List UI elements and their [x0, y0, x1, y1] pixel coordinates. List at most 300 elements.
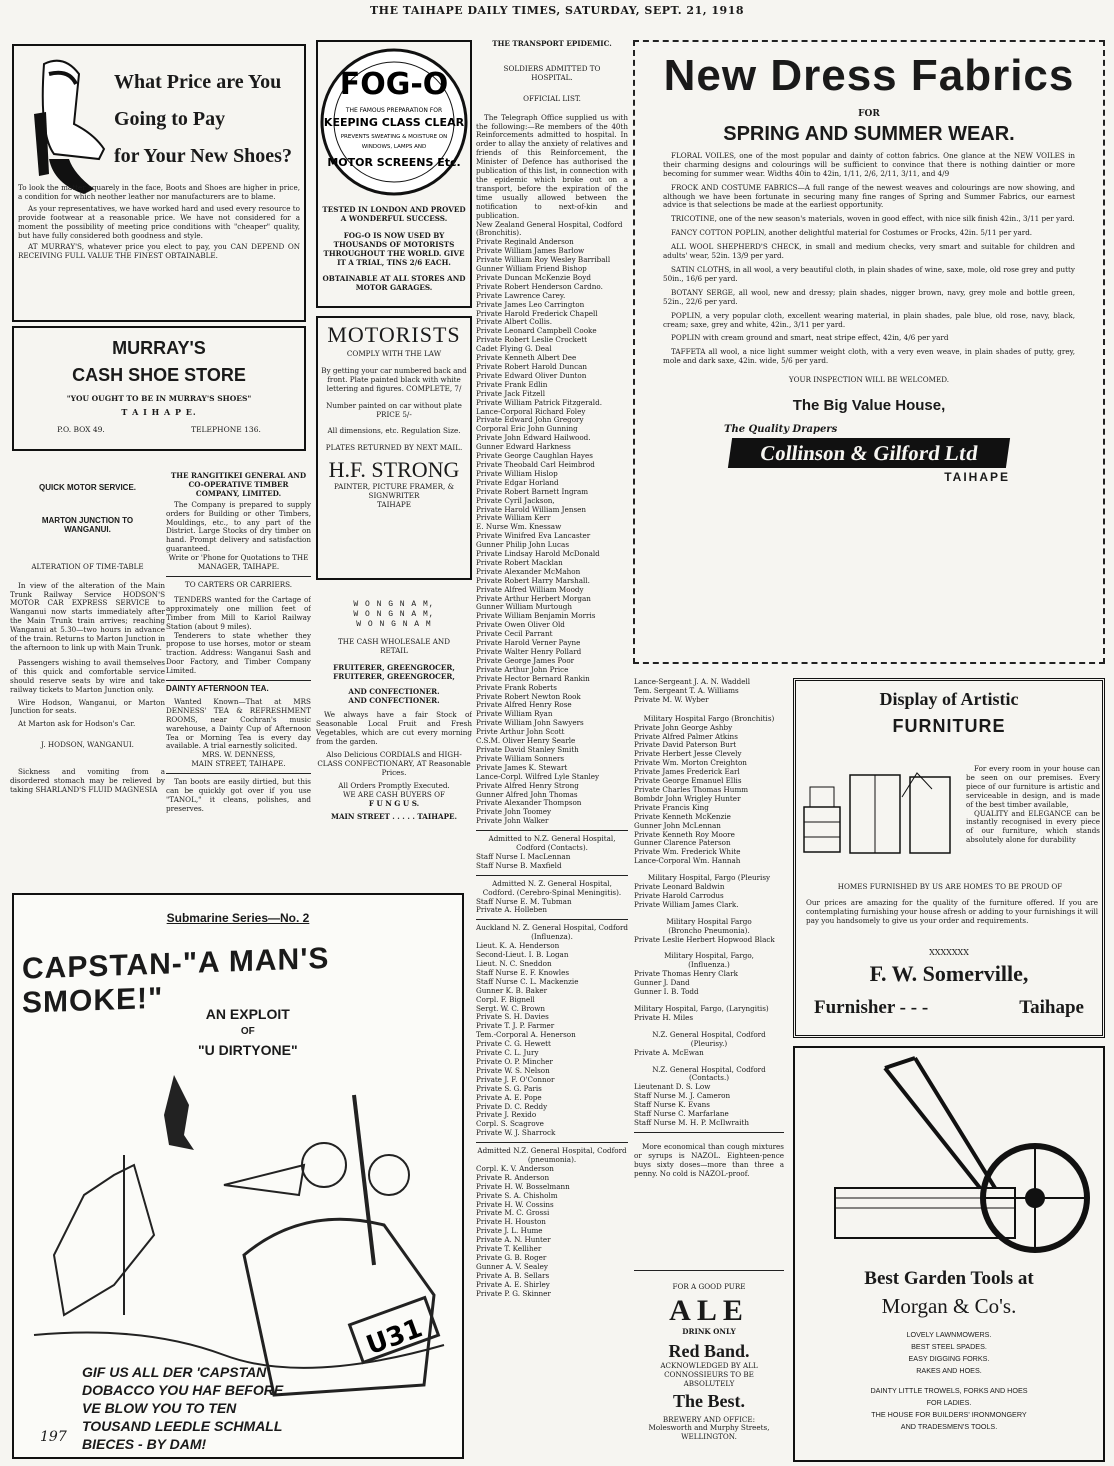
soldier-entry: Gunner William Friend Bishop [476, 264, 587, 274]
timber-title: THE RANGITIKEI GENERAL AND CO-OPERATIVE TIMBER COMPANY, LIMITED. [170, 472, 307, 498]
soldier-entry: Private G. B. Roger [476, 1253, 547, 1262]
soldier-entry: Private A. McEwan [634, 1047, 704, 1057]
soldier-entry: Private George Caughlan Hayes [476, 451, 593, 461]
wong-p1: We always have a fair Stock of Seasonable Local Fruit and Fresh Vegetables, which are cut every morning from the garden. [316, 710, 472, 747]
fabric-item: FROCK AND COSTUME FABRICS—A full range of the newest weaves and colourings are now showing, and although we have been fortunate in securing many fine ranges of Spring and Summer Fabrics, our earnest advice is that selections be made at the earliest opportunity. [663, 182, 1075, 210]
speech-line: GIF US ALL DER 'CAPSTAN' [82, 1364, 270, 1380]
soldier-entry: Private T. Kelliher [476, 1244, 542, 1254]
soldier-entry: Private Robert Newton Rook [476, 691, 581, 701]
soldier-entry: Private Arthur Herbert Morgan [476, 593, 591, 603]
epidemic-column [476, 40, 628, 1464]
ale-best: The Best. [673, 1390, 745, 1411]
garden-l3: EASY DIGGING FORKS. [908, 1354, 990, 1363]
soldier-entry: Gunner Edward Harkness [476, 442, 571, 452]
motor-p3: Wire Hodson, Wanganui, or Marton Junction for seats. [10, 697, 165, 716]
soldier-entry: Staff Nurse M. J. Cameron [634, 1091, 731, 1101]
capstan-number: 197 [40, 1429, 67, 1445]
motorists-sub: COMPLY WITH THE LAW [346, 349, 442, 358]
wong-shop: THE CASH WHOLESALE AND RETAIL [338, 637, 450, 655]
soldier-entry: Private Robert Harold Duncan [476, 362, 588, 371]
epidemic-h1: New Zealand General Hospital, Codford (Bronchitis). [476, 219, 623, 238]
wong-name-3: W O N G N A M [356, 620, 432, 629]
epidemic-intro: The Telegraph Office supplied us with the following:—Re members of the 40th Reinforcements admitted to hospital. In order to allay the anxiety of relatives and friends of this Reinforcement, the Minister of Defence has authorised the publication of this list, in connection with the epidemic which broke out on a transport, before the expiration of the time usually allowed between the notification to next-of-kin and publication. [476, 112, 628, 220]
wong-p2: Also Delicious CORDIALS and HIGH-CLASS CONFECTIONARY, AT Reasonable Prices. [317, 750, 471, 777]
dress-fabrics-ad [633, 40, 1105, 664]
epidemic-sub: SOLDIERS ADMITTED TO HOSPITAL. [503, 63, 601, 82]
soldier-entry: Private S. A. Chisholm [476, 1190, 558, 1200]
fogo-p1: TESTED IN LONDON AND PROVED A WONDERFUL SUCCESS. [322, 205, 466, 223]
timber-carters: TO CARTERS OR CARRIERS. [184, 579, 293, 589]
soldier-entry: Private J. F. O'Connor [476, 1074, 555, 1084]
soldier-entry: Gunner William Murtough [476, 602, 572, 612]
capstan-exploit-1: AN EXPLOIT [205, 1006, 290, 1022]
epidemic-official: OFFICIAL LIST. [523, 93, 581, 103]
soldier-entry: Private Cyril Jackson, [476, 495, 555, 505]
shoes-ad [12, 44, 306, 322]
soldier-entry: Private Harold Carrodus [634, 890, 724, 900]
soldier-entry: Private Reginald Anderson [476, 237, 574, 247]
soldier-entry: C.S.M. Oliver Henry Searle [476, 736, 576, 746]
tea-sig-1: MRS. W. DENNESS, [201, 750, 276, 760]
soldier-entry: Private William John Sawyers [476, 718, 584, 728]
store-phone: TELEPHONE 136. [191, 425, 261, 434]
epidemic-list-1 [476, 238, 628, 826]
soldier-entry: Private Francis King [634, 802, 709, 812]
ale-for: FOR A GOOD PURE [672, 1282, 746, 1291]
soldier-entry: Private William James Barlow [476, 246, 585, 256]
soldier-entry: Corpl. S. Scagrove [476, 1119, 544, 1129]
soldier-entry: Private Walter Henry Pollard [476, 647, 582, 656]
store-town: T A I H A P E. [121, 407, 197, 417]
soldier-entry: Private Robert Henderson Cardno. [476, 281, 603, 291]
soldier-entry: Private James K. Stewart [476, 762, 568, 772]
shoes-paragraph-3: AT MURRAY'S, whatever price you elect to pay, you CAN DEPEND ON RECEIVING FULL VALUE THE FINEST OBTAINABLE. [18, 242, 300, 261]
soldier-entry: Private William Sonners [476, 753, 565, 763]
soldier-entry: Private Harold Verner Payne [476, 638, 581, 648]
motor-title: QUICK MOTOR SERVICE. [38, 483, 137, 492]
furniture-homes: HOMES FURNISHED BY US ARE HOMES TO BE PROUD OF [837, 882, 1063, 891]
lawnmower-illustration [795, 1048, 1103, 1258]
soldier-entry: Gunner I. B. Todd [634, 987, 699, 997]
shoes-title-1: What Price are You [114, 71, 282, 93]
store-name-1: MURRAY'S [112, 338, 206, 358]
fogo-tag-3: PREVENTS SWEATING & MOISTURE ON [340, 134, 448, 140]
motor-route: MARTON JUNCTION TO WANGANUI. [41, 515, 134, 534]
fabric-item: SATIN CLOTHS, in all wool, a very beautiful cloth, in plain shades of wine, saxe, mole, old rose grey and putty 50in., 16/6 per yard. [663, 264, 1075, 283]
soldier-entry: Staff Nurse E. F. Knowles [476, 967, 570, 977]
motorists-p4: PLATES RETURNED BY NEXT MAIL. [325, 443, 463, 453]
soldier-entry: Private George Emanuel Ellis [634, 776, 742, 786]
nazol-p: More economical than cough mixtures or syrups is NAZOL. Eighteen-pence buys sixty doses—more than three a penny. No cold is NAZOL-proof. [634, 1141, 784, 1178]
tea-p1: Wanted Known—That at MRS DENNESS' TEA & REFRESHMENT ROOMS, near Cochran's music warehouse, a Dainty Cup of Afternoon Tea or Morning Tea is every day available. A trial earnestly solicited. [166, 696, 311, 751]
soldier-entry: Gunner Alfred John Thomas [476, 789, 578, 799]
wong-name-2: W O N G N A M, [353, 610, 435, 619]
dress-house: The Big Value House, [792, 397, 946, 415]
soldier-entry: Private C. G. Hewett [476, 1039, 551, 1049]
soldier-entry: Lance-Sergeant J. A. N. Waddell [634, 678, 751, 686]
soldier-entry: Tem. Sergeant T. A. Williams [634, 685, 739, 695]
tanol-p: Tan boots are easily dirtied, but this can be quickly got over if you use "TANOL," it cleans, polishes, and preserves. [166, 777, 311, 813]
wong-p4: WE ARE CASH BUYERS OF [342, 789, 446, 799]
soldier-entry: Private Alexander McMahon [476, 566, 581, 576]
epidemic2-list-6 [634, 1049, 784, 1058]
soldier-entry: Private Winifred Eva Lancaster [476, 531, 591, 541]
ale-brewery: BREWERY AND OFFICE: [662, 1414, 756, 1424]
soldier-entry: Staff Nurse M. H. P. McIlwraith [634, 1117, 749, 1127]
fabric-item: FLORAL VOILES, one of the most popular and dainty of cotton fabrics. One glance at the NEW VOILES in their charming designs and colourings will be sufficient to convince that there is nothing daintier or more becoming for summer wear. Widths 40in to 42in, 1/11, 2/6, 2/11, 3/11, and 4/9 [663, 150, 1075, 178]
soldier-entry: Private John Edward Hailwood. [476, 433, 591, 443]
tea-sig-2: MAIN STREET, TAIHAPE. [191, 759, 286, 769]
soldier-entry: Tem.-Corporal A. Henerson [476, 1030, 576, 1040]
epidemic2-list-7 [634, 1083, 784, 1128]
fogo-p3: OBTAINABLE AT ALL STORES AND MOTOR GARAGES. [322, 274, 466, 293]
furniture-town: Taihape [1019, 997, 1084, 1018]
wong-l4: AND CONFECTIONER. [348, 695, 440, 705]
fogo-tag-1: THE FAMOUS PREPARATION FOR [345, 107, 443, 114]
soldier-entry: Private O. P. Mincher [476, 1056, 553, 1066]
epidemic-h2: Admitted to N.Z. General Hospital, Codford (Contacts). [488, 834, 616, 853]
collinson-quality: The Quality Drapers [724, 424, 838, 436]
soldier-entry: Private H. Miles [634, 1012, 694, 1022]
soldier-entry: Private William James Clark. [634, 899, 739, 909]
epidemic2-h7: N.Z. General Hospital, Codford (Contacts.) [652, 1064, 766, 1083]
motor-service-ad [10, 478, 165, 873]
wong-l1: FRUITERER, GREENGROCER, [333, 662, 455, 672]
epidemic-list-4 [476, 942, 628, 1138]
fogo-p2: FOG-O IS NOW USED BY THOUSANDS OF MOTORISTS THROUGHOUT THE WORLD. GIVE IT A TRIAL, TINS 2/6 EACH. [323, 230, 465, 267]
soldier-entry: Gunner A. V. Sealey [476, 1261, 548, 1271]
soldier-entry: Lance-Corporal Richard Foley [476, 406, 586, 416]
soldier-entry: Lieut. N. C. Sneddon [476, 959, 552, 968]
soldier-entry: Private Robert Harry Marshall. [476, 575, 590, 585]
soldier-entry: Staff Nurse C. Marfarlane [634, 1109, 729, 1119]
soldier-entry: Private Frank Edlin [476, 379, 548, 389]
furniture-illustration [802, 767, 964, 857]
fogo-tag-5: MOTOR SCREENS Etc. [327, 156, 461, 169]
soldier-entry: Private Alfred Palmer Atkins [634, 731, 738, 741]
furniture-role: Furnisher - - - [814, 997, 929, 1018]
soldier-entry: Private John George Ashby [634, 722, 733, 732]
wong-l2: FRUITERER, GREENGROCER, [333, 671, 455, 681]
wong-name-1: W O N G N A M, [353, 600, 435, 609]
epidemic2-h1: Military Hospital Fargo (Bronchitis) [643, 713, 775, 723]
motor-p5: Sickness and vomiting from a disordered stomach may be relieved by taking SHARLAND'S FLUID MAGNESIA [10, 767, 165, 794]
fogo-logo [318, 42, 470, 202]
soldier-entry: Staff Nurse B. Maxfield [476, 860, 562, 870]
soldier-entry: Gunner John McLennan [634, 820, 721, 830]
epidemic-list-5 [476, 1165, 628, 1299]
garden-ad [793, 1046, 1105, 1462]
motorists-title: MOTORISTS [327, 322, 461, 347]
store-pobox: P.O. BOX 49. [57, 425, 105, 434]
soldier-entry: Private William Patrick Fitzgerald. [476, 397, 602, 407]
epidemic-list-2 [476, 853, 628, 871]
ale-ad [634, 1270, 784, 1462]
garden-title-2: Morgan & Co's. [881, 1294, 1017, 1318]
epidemic-column-2 [634, 678, 784, 1238]
soldier-entry: Private Kenneth Albert Dee [476, 353, 577, 363]
soldier-entry: Staff Nurse E. M. Tubman [476, 896, 572, 906]
soldier-entry: Private H. W. Bosselmann [476, 1181, 570, 1191]
epidemic2-h4: Military Hospital, Fargo, (Influenza.) [664, 951, 754, 970]
shoes-title-3: for Your New Shoes? [114, 145, 292, 167]
soldier-entry: Private W. S. Nelson [476, 1065, 550, 1075]
soldier-entry: Private A. B. Sellars [476, 1270, 550, 1280]
epidemic-h3: Admitted N. Z. General Hospital, Codford. (Cerebro-Spinal Meningitis). [482, 878, 622, 897]
soldier-entry: Private Theobald Carl Heimbrod [476, 459, 595, 469]
epidemic2-h3: Military Hospital Fargo (Broncho Pneumonia). [666, 916, 752, 935]
capstan-exploit-2: OF [240, 1026, 255, 1037]
shoes-paragraph-1: To look the matter squarely in the face, Boots and Shoes are higher in price, a condition for which neother leather nor manufacturers are to blame. [18, 184, 300, 201]
motor-alteration: ALTERATION OF TIME-TABLE [31, 561, 144, 571]
garden-title-1: Best Garden Tools at [864, 1268, 1034, 1289]
soldier-entry: Private J. Rexido [476, 1110, 537, 1120]
soldier-entry: Bombdr John Wrigley Hunter [634, 793, 741, 803]
soldier-entry: Private A. Holleben [476, 905, 548, 915]
soldier-entry: Corpl. F. Bignell [476, 994, 535, 1004]
soldier-entry: Private Leonard Baldwin [634, 882, 725, 892]
soldier-entry: Private Lindsay Harold McDonald [476, 549, 600, 559]
soldier-entry: Private H. Houston [476, 1217, 546, 1227]
soldier-entry: Private Alfred Henry Rose [476, 700, 572, 710]
soldier-entry: Private Harold Frederick Chapell [476, 308, 598, 318]
fogo-brand: FOG-O [339, 67, 449, 102]
soldier-entry: Private Robert Macklan [476, 557, 563, 567]
speech-line: VE BLOW YOU TO TEN [82, 1400, 237, 1416]
soldier-entry: Private S. H. Davies [476, 1012, 549, 1022]
epidemic-h4: Auckland N. Z. General Hospital, Codford (Influenza). [476, 923, 628, 942]
timber-p1: The Company is prepared to supply orders for Building or other Timbers, Mouldings, etc., to any part of the District. Large Stocks of dry timber on hand. Prompt delivery and satisfaction guaranteed. [166, 499, 311, 554]
capstan-series: Submarine Series—No. 2 [166, 911, 310, 925]
dress-title: New Dress Fabrics [663, 51, 1075, 100]
soldier-entry: Private Leonard Campbell Cooke [476, 326, 597, 336]
epidemic2-list-5 [634, 1014, 784, 1023]
soldier-entry: Private William Ryan [476, 709, 553, 719]
capstan-exploit-3: "U DIRTYONE" [198, 1042, 298, 1058]
garden-l5: DAINTY LITTLE TROWELS, FORKS AND HOES [870, 1386, 1028, 1395]
motorists-p1: By getting your car numbered back and front. Plate painted black with white lettering and figures. COMPLETE, 7/ [321, 365, 467, 393]
soldier-entry: Second-Lieut. I. B. Logan [476, 950, 569, 960]
soldier-entry: Staff Nurse C. L. Mackenzie [476, 976, 579, 986]
garden-l7: THE HOUSE FOR BUILDERS' IRONMONGERY [871, 1410, 1027, 1419]
newspaper-header: THE TAIHAPE DAILY TIMES, SATURDAY, SEPT. 21, 1918 [369, 4, 745, 17]
epidemic2-h6: N.Z. General Hospital, Codford (Pleurisy.) [652, 1029, 766, 1048]
soldier-entry: Private Lawrence Carey. [476, 290, 566, 300]
epidemic-h5: Admitted N.Z. General Hospital, Codford (pneumonia). [477, 1146, 627, 1165]
furniture-name: F. W. Somerville, [869, 961, 1029, 986]
epidemic2-list-4 [634, 970, 784, 997]
garden-l8: AND TRADESMEN'S TOOLS. [900, 1422, 998, 1431]
soldier-entry: Private Kenneth Roy Moore [634, 829, 735, 839]
soldier-entry: Staff Nurse I. MacLennan [476, 851, 571, 861]
soldier-entry: Private Albert Collis. [476, 317, 552, 327]
ale-city: WELLINGTON. [681, 1432, 737, 1442]
store-slogan: "YOU OUGHT TO BE IN MURRAY'S SHOES" [66, 394, 252, 403]
collinson-firm: Collinson & Gilford Ltd [728, 438, 1010, 468]
soldier-entry: Private Arthur John Price [476, 664, 569, 674]
soldier-entry: Private Alfred William Moody [476, 584, 584, 594]
epidemic-title: THE TRANSPORT EPIDEMIC. [492, 40, 612, 48]
soldier-entry: Staff Nurse K. Evans [634, 1100, 710, 1110]
motor-sig: J. HODSON, WANGANUI. [41, 740, 134, 750]
garden-l4: RAKES AND HOES. [916, 1366, 982, 1375]
soldier-entry: Private David Stanley Smith [476, 744, 579, 754]
soldier-entry: Private S. G. Paris [476, 1083, 542, 1093]
soldier-entry: E. Nurse Wm. Knessaw [476, 522, 562, 532]
motor-p2: Passengers wishing to avail themselves of this quick and comfortable service should reserve seats by wire and take railway tickets to Marton Junction only. [10, 657, 165, 694]
shoe-illustration [24, 54, 109, 204]
motorists-p2: Number painted on car without plate PRICE 5/- [326, 400, 462, 419]
motorists-p3: All dimensions, etc. Regulation Size. [327, 426, 461, 436]
speech-line: DOBACCO YOU HAF BEFORE [82, 1382, 284, 1398]
soldier-entry: Corporal Eric John Gunning [476, 424, 578, 434]
furniture-p1: For every room in your house can be seen on our premises. Every piece of our furniture is artistic and serviceable in design, and is made of the best timber available, [966, 764, 1100, 809]
soldier-entry: Private D. C. Reddy [476, 1101, 548, 1111]
soldier-entry: Private James Frederick Earl [634, 767, 740, 777]
soldier-entry: Private M. C. Grossi [476, 1208, 550, 1218]
ale-ack: ACKNOWLEDGED BY ALL CONNOSSIEURS TO BE ABSOLUTELY [660, 1360, 758, 1388]
shoes-title-2: Going to Pay [114, 108, 226, 130]
fabric-item: TAFFETA all wool, a nice light summer weight cloth, with a very even weave, in plain shades of putty, grey, mole and dark saxe, 42in. wide, 5/6 per yard. [663, 347, 1075, 366]
epidemic2-list-1 [634, 724, 784, 867]
soldier-entry: Private Wm. Morton Creighton [634, 758, 747, 768]
dress-welcome: YOUR INSPECTION WILL BE WELCOMED. [788, 375, 950, 385]
soldier-entry: Private Frank Roberts [476, 682, 557, 692]
fabric-item: POPLIN with cream ground and smart, neat stripe effect, 42in, 4/6 per yard [671, 333, 949, 343]
furniture-title-2: FURNITURE [892, 716, 1006, 736]
furniture-p3: Our prices are amazing for the quality of the furniture offered. If you are contemplating furnishing your house afresh or adding to your furnishings it will pay you handsomely to give us your order and requirements. [806, 898, 1098, 925]
strong-town: TAIHAPE [377, 500, 411, 510]
furniture-title-1: Display of Artistic [879, 689, 1019, 709]
soldier-entry: Gunner Philip John Lucas [476, 540, 570, 550]
ale-drink: DRINK ONLY [682, 1326, 736, 1336]
fabric-item: BOTANY SERGE, all wool, new and dressy; plain shades, nigger brown, navy, grey mole and bottle green, 52in., 22/6 per yard. [663, 287, 1075, 306]
soldier-entry: Private Harold William Jensen [476, 504, 587, 514]
soldier-entry: Private P. G. Skinner [476, 1288, 551, 1298]
soldier-entry: Private A. E. Pope [476, 1092, 542, 1102]
soldier-entry: Private George James Poor [476, 655, 575, 665]
soldier-entry: Private Alexander Thompson [476, 798, 582, 808]
soldier-entry: Cadet Flying G. Deal [476, 344, 552, 354]
soldier-entry: Private David Paterson Burt [634, 740, 737, 750]
soldier-entry: Private T. J. P. Farmer [476, 1021, 555, 1031]
soldier-entry: Private W. J. Sharrock [476, 1128, 556, 1138]
epidemic2-list-3 [634, 936, 784, 945]
dress-season: SPRING AND SUMMER WEAR. [723, 122, 1015, 145]
timber-p2: Write or 'Phone for Quotations to THE MANAGER, TAIHAPE. [168, 553, 309, 572]
fogo-tag-4: WINDOWS, LAMPS AND [361, 144, 427, 150]
soldier-entry: Private A. E. Shirley [476, 1279, 550, 1289]
soldier-entry: Lieutenant D. S. Low [634, 1082, 711, 1092]
motor-p1: In view of the alteration of the Main Trunk Railway Service HODSON'S MOTOR CAR EXPRESS SERVICE to Wanganui now starts immediately after the Main Trunk train arrives; reaching Wanganui at 5.30—two hours in advance of the train. Returns to Marton Junction in the afternoon to link up with Main Trunk. [10, 580, 165, 652]
soldier-entry: Private Duncan McKenzie Boyd [476, 272, 591, 282]
soldier-entry: Private R. Anderson [476, 1172, 550, 1182]
speech-line: TOUSAND LEEDLE SCHMALL [82, 1418, 283, 1434]
soldier-entry: Gunner K. B. Baker [476, 985, 548, 995]
garden-l6: FOR LADIES. [926, 1398, 972, 1407]
dress-items [645, 152, 1093, 366]
soldier-entry: Gunner Clarence Paterson [634, 838, 731, 848]
soldier-entry: Private C. L. Jury [476, 1048, 539, 1058]
wong-l3: AND CONFECTIONER. [348, 686, 440, 696]
soldier-entry: Private A. N. Hunter [476, 1235, 551, 1245]
soldier-entry: Private Leslie Herbert Hopwood Black [634, 934, 775, 944]
wong-p3: All Orders Promptly Executed. [338, 780, 450, 790]
soldier-entry: Private James Leo Carrington [476, 299, 585, 309]
soldier-entry: Lance-Corpl. Wilfred Lyle Stanley [476, 771, 600, 781]
capstan-boat: U31 [362, 1313, 427, 1362]
epidemic2-h2: Military Hospital, Fargo (Pleurisy [647, 873, 771, 883]
store-name-2: CASH SHOE STORE [72, 365, 246, 385]
soldier-entry: Private Owen Oliver Old [476, 620, 565, 630]
soldier-entry: Private William Hislop [476, 468, 558, 478]
collinson-logo [724, 424, 1014, 484]
ale-brand: Red Band. [668, 1340, 750, 1361]
soldier-entry: Private M. W. Wyber [634, 694, 709, 704]
soldier-entry: Private Kenneth McKenzie [634, 811, 731, 821]
fogo-ad [316, 40, 472, 308]
garden-l2: BEST STEEL SPADES. [911, 1342, 987, 1351]
fabric-item: TRICOTINE, one of the new season's materials, woven in good effect, with nice silk finish 42in., 3/11 per yard. [671, 214, 1075, 224]
epidemic2-list-2 [634, 883, 784, 910]
wong-nam-ad [316, 600, 472, 875]
fabric-item: POPLIN, a very popular cloth, excellent wearing material, in plain shades, pale blue, old rose, navy, black, cream; saxe, grey and white, 42in., 3/11 per yard. [663, 310, 1075, 329]
ale-word: ALE [669, 1293, 749, 1327]
wong-addr: MAIN STREET . . . . . TAIHAPE. [331, 811, 457, 821]
soldier-entry: Private Edgar Horland [476, 477, 559, 487]
soldier-entry: Private Herbert Jesse Clevely [634, 749, 742, 759]
fabric-item: ALL WOOL SHEPHERD'S CHECK, in small and medium checks, very smart and suitable for children and adults' wear, 52in. 13/9 per yard. [663, 242, 1075, 261]
soldier-entry: Privte Arthur John Scott [476, 727, 565, 737]
tea-title: DAINTY AFTERNOON TEA. [166, 684, 269, 694]
capstan-speech [82, 1363, 283, 1453]
soldier-entry: Private Thomas Henry Clark [634, 969, 738, 979]
fabric-item: FANCY COTTON POPLIN, another delightful material for Costumes or Frocks, 42in. 5/11 per yard. [671, 228, 1033, 238]
fogo-tag-2: KEEPING CLASS CLEAR [323, 116, 465, 129]
soldier-entry: Private J. L. Hume [476, 1226, 543, 1236]
capstan-slogan: CAPSTAN-"A MAN'S SMOKE!" [22, 941, 330, 1020]
soldier-entry: Private Wm. Frederick White [634, 847, 741, 857]
soldier-entry: Private Robert Leslie Crockett [476, 335, 588, 345]
soldier-entry: Private Jack Fitzell [476, 388, 545, 398]
timber-p4: Tenderers to state whether they propose to use horses, motor or steam traction. Address: Wanganui Sash and Door Factory, and Timber Company Limited. [166, 630, 311, 676]
soldier-entry: Private John Toomey [476, 807, 552, 817]
soldier-entry: Private H. W. Cossins [476, 1199, 554, 1209]
soldier-entry: Private Cecil Parrant [476, 629, 553, 639]
speech-line: BIECES - BY DAM! [82, 1436, 207, 1452]
shoes-paragraph-2: As your representatives, we have worked hard and used every resource to provide footwear at a reasonable price. We have not considered for a moment the possibility of meeting price conditions with "cheaper" quality, but have fully considered both goodness and style. [18, 203, 300, 240]
motorists-ad [316, 316, 472, 580]
timber-p3: TENDERS wanted for the Cartage of approximately one million feet of Timber from Mill to Kariol Railway Station (about 9 miles). [166, 594, 311, 631]
collinson-town: TAIHAPE [944, 470, 1010, 485]
furniture-p2: QUALITY and ELEGANCE can be instantly recognised in every piece of our furniture, which stands absolutely alone for durability [966, 808, 1100, 845]
strong-role: PAINTER, PICTURE FRAMER, & SIGNWRITER [333, 482, 455, 501]
garden-l1: LOVELY LAWNMOWERS. [906, 1330, 992, 1339]
soldier-entry: Private Alfred Henry Strong [476, 780, 579, 790]
soldier-entry: Gunner J. Dand [634, 978, 690, 988]
soldier-entry: Private William Kerr [476, 513, 551, 523]
soldier-entry: Lieut. K. A. Henderson [476, 941, 560, 951]
soldier-entry: Private William Benjamin Morris [476, 611, 596, 621]
soldier-entry: Private Hector Bernard Rankin [476, 673, 590, 683]
motor-p4: At Marton ask for Hodson's Car. [18, 719, 136, 729]
soldier-entry: Private John Walker [476, 816, 549, 826]
soldier-entry: Private Edward Oliver Dunton [476, 370, 587, 380]
epidemic2-list-0 [634, 678, 784, 705]
ale-addr: Molesworth and Murphy Streets, [648, 1423, 770, 1433]
soldier-entry: Sergt. W. C. Brown [476, 1003, 546, 1013]
murrays-ad [12, 326, 306, 451]
